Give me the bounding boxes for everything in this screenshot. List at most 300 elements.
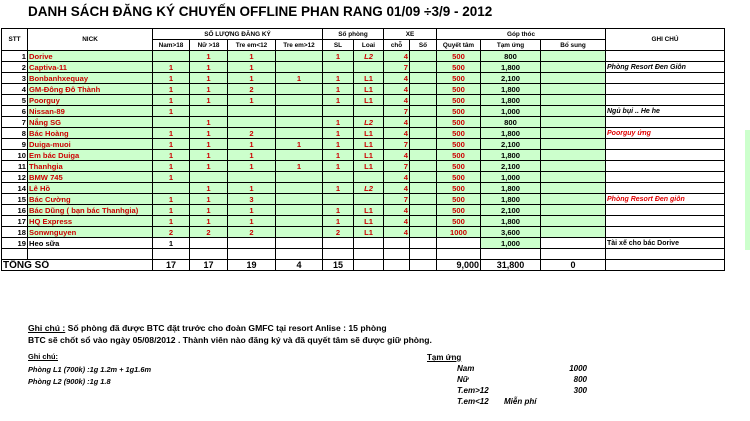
cell-nu: 1	[190, 161, 228, 172]
cell-stt: 18	[2, 227, 28, 238]
totals-label: TỔNG SỐ	[2, 260, 153, 271]
cell-bs	[541, 117, 606, 128]
cell-sl: 1	[323, 51, 354, 62]
cell-tre12b	[276, 95, 323, 106]
cell-nu: 1	[190, 62, 228, 73]
cell-tu: 1,800	[481, 194, 541, 205]
cell-bs	[541, 205, 606, 216]
sheet-title: DANH SÁCH ĐĂNG KÝ CHUYẾN OFFLINE PHAN RANG 01/09 ÷3/9 - 2012	[28, 4, 493, 19]
cell-loai	[354, 172, 384, 183]
fee-label: T.em>12	[457, 386, 489, 395]
cell-tre12b	[276, 172, 323, 183]
cell-stt: 9	[2, 139, 28, 150]
header-nick: NICK	[28, 29, 153, 51]
cell-loai	[354, 106, 384, 117]
cell-nick: Bác Dũng ( bạn bác Thanhgia)	[28, 205, 153, 216]
cell-bs	[541, 62, 606, 73]
fee-value: 800	[573, 375, 587, 384]
cell-nam	[153, 183, 190, 194]
cell-cho: 7	[384, 106, 410, 117]
cell-tre12: 1	[228, 95, 276, 106]
header-nam: Nam>18	[153, 40, 190, 51]
cell-sl: 1	[323, 128, 354, 139]
cell-loai: L2	[354, 51, 384, 62]
cell-qt: 500	[437, 183, 481, 194]
note-line-2: BTC sẽ chốt sổ vào ngày 05/08/2012 . Thành viên nào đăng ký và đã quyết tâm sẽ được giữ phòng.	[28, 335, 432, 345]
cell-so	[410, 84, 437, 95]
cell-note	[606, 205, 725, 216]
cell-qt: 500	[437, 128, 481, 139]
cell-tre12b	[276, 194, 323, 205]
cell-bs	[541, 161, 606, 172]
cell-nick: Poorguy	[28, 95, 153, 106]
cell-nick: Bonbanhxequay	[28, 73, 153, 84]
cell-tu: 2,100	[481, 205, 541, 216]
cell-nu: 1	[190, 216, 228, 227]
cell-nick: Nắng SG	[28, 117, 153, 128]
cell-so	[410, 194, 437, 205]
cell-sl	[323, 172, 354, 183]
cell-loai: L1	[354, 150, 384, 161]
cell-nick: Bác Hoàng	[28, 128, 153, 139]
fee-value: 300	[573, 386, 587, 395]
cell-nam: 1	[153, 62, 190, 73]
cell-tre12b	[276, 205, 323, 216]
cell-stt: 1	[2, 51, 28, 62]
cell-cho: 7	[384, 161, 410, 172]
cell-tu: 1,800	[481, 95, 541, 106]
cell-nu	[190, 238, 228, 249]
fee-label: T.em<12	[457, 397, 489, 406]
registration-table	[1, 28, 725, 271]
table-row	[2, 128, 725, 139]
cell-tu: 1,800	[481, 128, 541, 139]
cell-nu	[190, 172, 228, 183]
cell-bs	[541, 51, 606, 62]
table-row	[2, 227, 725, 238]
cell-nam: 1	[153, 172, 190, 183]
cell-tre12b	[276, 62, 323, 73]
header-quyet-tam: Quyết tâm	[437, 40, 481, 51]
cell-stt: 12	[2, 172, 28, 183]
cell-nam: 2	[153, 227, 190, 238]
cell-cho: 4	[384, 73, 410, 84]
cell-nu: 1	[190, 128, 228, 139]
table-row	[2, 84, 725, 95]
cell-cho: 4	[384, 216, 410, 227]
cell-tre12: 1	[228, 62, 276, 73]
cell-cho	[384, 238, 410, 249]
header-sl: SL	[323, 40, 354, 51]
cell-qt: 500	[437, 117, 481, 128]
cell-bs	[541, 172, 606, 183]
cell-sl: 1	[323, 150, 354, 161]
table-row	[2, 161, 725, 172]
cell-bs	[541, 194, 606, 205]
cell-tu: 800	[481, 117, 541, 128]
cell-cho: 4	[384, 172, 410, 183]
ghi-chu-label: Ghi chú:	[28, 352, 58, 361]
notes-block	[28, 322, 432, 346]
fee-value: Miễn phí	[504, 397, 537, 406]
cell-qt: 1000	[437, 227, 481, 238]
table-row	[2, 183, 725, 194]
cell-qt: 500	[437, 106, 481, 117]
cell-tu: 2,100	[481, 73, 541, 84]
cell-tre12b	[276, 150, 323, 161]
cell-so	[410, 205, 437, 216]
cell-cho: 4	[384, 128, 410, 139]
cell-loai: L1	[354, 139, 384, 150]
cell-tre12: 1	[228, 139, 276, 150]
data-rows	[2, 51, 725, 249]
cell-stt: 10	[2, 150, 28, 161]
cell-stt: 7	[2, 117, 28, 128]
header-so: Số	[410, 40, 437, 51]
cell-sl: 2	[323, 227, 354, 238]
table-row	[2, 194, 725, 205]
cell-nick: Nissan-89	[28, 106, 153, 117]
table-row	[2, 205, 725, 216]
cell-loai: L1	[354, 216, 384, 227]
table-row	[2, 73, 725, 84]
cell-bs	[541, 150, 606, 161]
cell-cho: 4	[384, 150, 410, 161]
cell-stt: 8	[2, 128, 28, 139]
cell-so	[410, 172, 437, 183]
cell-sl: 1	[323, 205, 354, 216]
cell-qt: 500	[437, 216, 481, 227]
cell-cho: 4	[384, 205, 410, 216]
total-tam-ung: 31,800	[481, 260, 541, 271]
cell-nick: HQ Express	[28, 216, 153, 227]
cell-bs	[541, 73, 606, 84]
cell-tre12b: 1	[276, 161, 323, 172]
cell-tre12b	[276, 84, 323, 95]
cell-stt: 4	[2, 84, 28, 95]
cell-tu: 2,100	[481, 139, 541, 150]
cell-note	[606, 183, 725, 194]
fee-row	[427, 396, 627, 407]
cell-tu: 2,100	[481, 161, 541, 172]
cell-tre12: 2	[228, 84, 276, 95]
cell-tre12b	[276, 183, 323, 194]
cell-nick: Bác Cường	[28, 194, 153, 205]
cell-nu: 1	[190, 84, 228, 95]
cell-nam	[153, 51, 190, 62]
cell-nick: Heo sữa	[28, 238, 153, 249]
cell-nu: 1	[190, 205, 228, 216]
cell-so	[410, 117, 437, 128]
cell-nu: 2	[190, 227, 228, 238]
cell-note	[606, 84, 725, 95]
cell-loai: L1	[354, 161, 384, 172]
cell-note	[606, 161, 725, 172]
cell-nu: 1	[190, 51, 228, 62]
cell-note	[606, 227, 725, 238]
cell-nam: 1	[153, 139, 190, 150]
cell-so	[410, 227, 437, 238]
cell-nick: Thanhgia	[28, 161, 153, 172]
table-row	[2, 139, 725, 150]
cell-tu: 1,800	[481, 150, 541, 161]
cell-bs	[541, 139, 606, 150]
cell-so	[410, 183, 437, 194]
table-row	[2, 117, 725, 128]
cell-tre12	[228, 238, 276, 249]
cell-tu: 1,800	[481, 183, 541, 194]
header-tre12b: Tre em>12	[276, 40, 323, 51]
cell-tre12: 2	[228, 128, 276, 139]
cell-tre12: 1	[228, 216, 276, 227]
cell-nam: 1	[153, 73, 190, 84]
cell-so	[410, 73, 437, 84]
cell-cho: 4	[384, 95, 410, 106]
cell-nick: Dorive	[28, 51, 153, 62]
cell-nam: 1	[153, 128, 190, 139]
cell-sl: 1	[323, 139, 354, 150]
cell-nu: 1	[190, 150, 228, 161]
cell-loai: L1	[354, 95, 384, 106]
fee-value: 1000	[569, 364, 587, 373]
cell-tu: 1,800	[481, 62, 541, 73]
note-label: Ghi chú :	[28, 323, 66, 333]
cell-nick: Sonwnguyen	[28, 227, 153, 238]
cell-stt: 14	[2, 183, 28, 194]
cell-tu: 1,800	[481, 84, 541, 95]
cell-nam: 1	[153, 194, 190, 205]
green-fill-strip	[745, 130, 750, 250]
cell-bs	[541, 216, 606, 227]
table-row	[2, 62, 725, 73]
cell-nu: 1	[190, 95, 228, 106]
cell-stt: 11	[2, 161, 28, 172]
cell-tu: 1,800	[481, 216, 541, 227]
header-ghi-chu: GHI CHÚ	[606, 29, 725, 51]
cell-note	[606, 172, 725, 183]
cell-nam	[153, 117, 190, 128]
note-line-1	[28, 322, 432, 334]
header-tre12: Tre em<12	[228, 40, 276, 51]
cell-stt: 17	[2, 216, 28, 227]
cell-loai: L1	[354, 128, 384, 139]
cell-bs	[541, 227, 606, 238]
header-cho: chỗ	[384, 40, 410, 51]
cell-sl: 1	[323, 95, 354, 106]
cell-cho: 4	[384, 51, 410, 62]
cell-qt: 500	[437, 62, 481, 73]
total-bo-sung: 0	[541, 260, 606, 271]
cell-note	[606, 73, 725, 84]
cell-stt: 6	[2, 106, 28, 117]
cell-so	[410, 95, 437, 106]
cell-sl	[323, 62, 354, 73]
cell-cho: 7	[384, 194, 410, 205]
total-tre12: 19	[228, 260, 276, 271]
cell-cho: 4	[384, 117, 410, 128]
cell-tre12b	[276, 106, 323, 117]
cell-cho: 4	[384, 183, 410, 194]
cell-nam: 1	[153, 216, 190, 227]
cell-note: Phòng Resort Đen giôn	[606, 194, 725, 205]
cell-qt: 500	[437, 73, 481, 84]
cell-cho: 7	[384, 62, 410, 73]
cell-tu: 1,000	[481, 172, 541, 183]
cell-tre12b: 1	[276, 73, 323, 84]
cell-so	[410, 161, 437, 172]
header-tam-ung: Tạm ứng	[481, 40, 541, 51]
cell-tu: 1,000	[481, 106, 541, 117]
header-xe: XE	[384, 29, 437, 40]
cell-tre12b	[276, 128, 323, 139]
total-quyet-tam: 9,000	[437, 260, 481, 271]
cell-qt: 500	[437, 172, 481, 183]
cell-sl: 1	[323, 84, 354, 95]
cell-tu: 800	[481, 51, 541, 62]
cell-cho: 4	[384, 84, 410, 95]
cell-tu: 3,600	[481, 227, 541, 238]
cell-nam: 1	[153, 205, 190, 216]
cell-qt: 500	[437, 150, 481, 161]
cell-tre12: 1	[228, 183, 276, 194]
cell-note: Poorguy ứng	[606, 128, 725, 139]
tam-ung-heading: Tạm ứng	[427, 353, 462, 362]
cell-note: Phòng Resort Đen Giôn	[606, 62, 725, 73]
cell-bs	[541, 84, 606, 95]
cell-nu: 1	[190, 194, 228, 205]
cell-so	[410, 139, 437, 150]
cell-loai: L1	[354, 84, 384, 95]
cell-qt: 500	[437, 51, 481, 62]
total-tre12b: 4	[276, 260, 323, 271]
cell-cho: 4	[384, 227, 410, 238]
cell-stt: 15	[2, 194, 28, 205]
cell-note	[606, 51, 725, 62]
cell-bs	[541, 183, 606, 194]
cell-tre12: 3	[228, 194, 276, 205]
header-nu: Nữ >18	[190, 40, 228, 51]
cell-qt: 500	[437, 205, 481, 216]
cell-nick: Lê Hồ	[28, 183, 153, 194]
cell-tre12b: 1	[276, 139, 323, 150]
cell-so	[410, 51, 437, 62]
table-row	[2, 172, 725, 183]
cell-note	[606, 95, 725, 106]
cell-loai: L2	[354, 183, 384, 194]
cell-loai	[354, 238, 384, 249]
cell-loai	[354, 62, 384, 73]
room-l1-note: Phòng L1 (700k) :1g 1.2m + 1g1.6m	[28, 365, 152, 374]
fee-label: Nam	[457, 364, 475, 373]
cell-tre12: 1	[228, 51, 276, 62]
header-so-phong: Số phòng	[323, 29, 384, 40]
cell-nick: Em bác Duiga	[28, 150, 153, 161]
cell-tre12b	[276, 238, 323, 249]
table-row	[2, 95, 725, 106]
cell-nick: BMW 745	[28, 172, 153, 183]
cell-tre12b	[276, 117, 323, 128]
cell-tre12: 1	[228, 161, 276, 172]
room-l2-note: Phòng L2 (900k) :1g 1.8	[28, 377, 111, 386]
cell-bs	[541, 128, 606, 139]
cell-nu	[190, 106, 228, 117]
fee-row	[427, 374, 627, 385]
cell-nam: 1	[153, 150, 190, 161]
total-sl: 15	[323, 260, 354, 271]
cell-note: Tài xế cho bác Dorive	[606, 238, 725, 249]
total-nam: 17	[153, 260, 190, 271]
table-row	[2, 216, 725, 227]
cell-qt: 500	[437, 95, 481, 106]
cell-tre12	[228, 106, 276, 117]
cell-tu: 1,000	[481, 238, 541, 249]
cell-stt: 3	[2, 73, 28, 84]
cell-so	[410, 238, 437, 249]
cell-bs	[541, 95, 606, 106]
cell-cho: 7	[384, 139, 410, 150]
cell-sl	[323, 238, 354, 249]
table-row	[2, 51, 725, 62]
cell-loai: L1	[354, 73, 384, 84]
table-row	[2, 106, 725, 117]
header-so-luong: SỐ LƯỢNG ĐĂNG KÝ	[153, 29, 323, 40]
cell-qt: 500	[437, 161, 481, 172]
cell-sl: 1	[323, 73, 354, 84]
cell-sl	[323, 106, 354, 117]
cell-sl: 1	[323, 161, 354, 172]
cell-so	[410, 216, 437, 227]
cell-loai: L1	[354, 205, 384, 216]
header-stt: STT	[2, 29, 28, 51]
cell-nam: 1	[153, 238, 190, 249]
cell-nam: 1	[153, 161, 190, 172]
total-nu: 17	[190, 260, 228, 271]
table-row	[2, 238, 725, 249]
cell-nam: 1	[153, 106, 190, 117]
cell-tre12b	[276, 216, 323, 227]
cell-tre12: 1	[228, 73, 276, 84]
cell-nu: 1	[190, 139, 228, 150]
header-row-1	[2, 29, 725, 40]
cell-loai: L2	[354, 117, 384, 128]
cell-nu: 1	[190, 183, 228, 194]
cell-qt: 500	[437, 139, 481, 150]
fee-list	[427, 363, 627, 407]
cell-stt: 5	[2, 95, 28, 106]
note-text: Số phòng đã được BTC đặt trước cho đoàn GMFC tại resort Anlise : 15 phòng	[65, 323, 387, 333]
cell-sl: 1	[323, 216, 354, 227]
cell-qt: 500	[437, 194, 481, 205]
cell-loai	[354, 194, 384, 205]
cell-qt	[437, 238, 481, 249]
cell-so	[410, 128, 437, 139]
cell-nick: Duiga-muoi	[28, 139, 153, 150]
cell-tre12: 1	[228, 150, 276, 161]
cell-so	[410, 150, 437, 161]
cell-so	[410, 62, 437, 73]
cell-nu: 1	[190, 117, 228, 128]
cell-nick: Captiva-11	[28, 62, 153, 73]
cell-nam: 1	[153, 84, 190, 95]
cell-loai: L1	[354, 227, 384, 238]
cell-bs	[541, 106, 606, 117]
fee-label: Nữ	[457, 375, 469, 384]
cell-stt: 2	[2, 62, 28, 73]
cell-tre12b	[276, 227, 323, 238]
header-loai: Loai	[354, 40, 384, 51]
fee-row	[427, 385, 627, 396]
cell-sl	[323, 194, 354, 205]
